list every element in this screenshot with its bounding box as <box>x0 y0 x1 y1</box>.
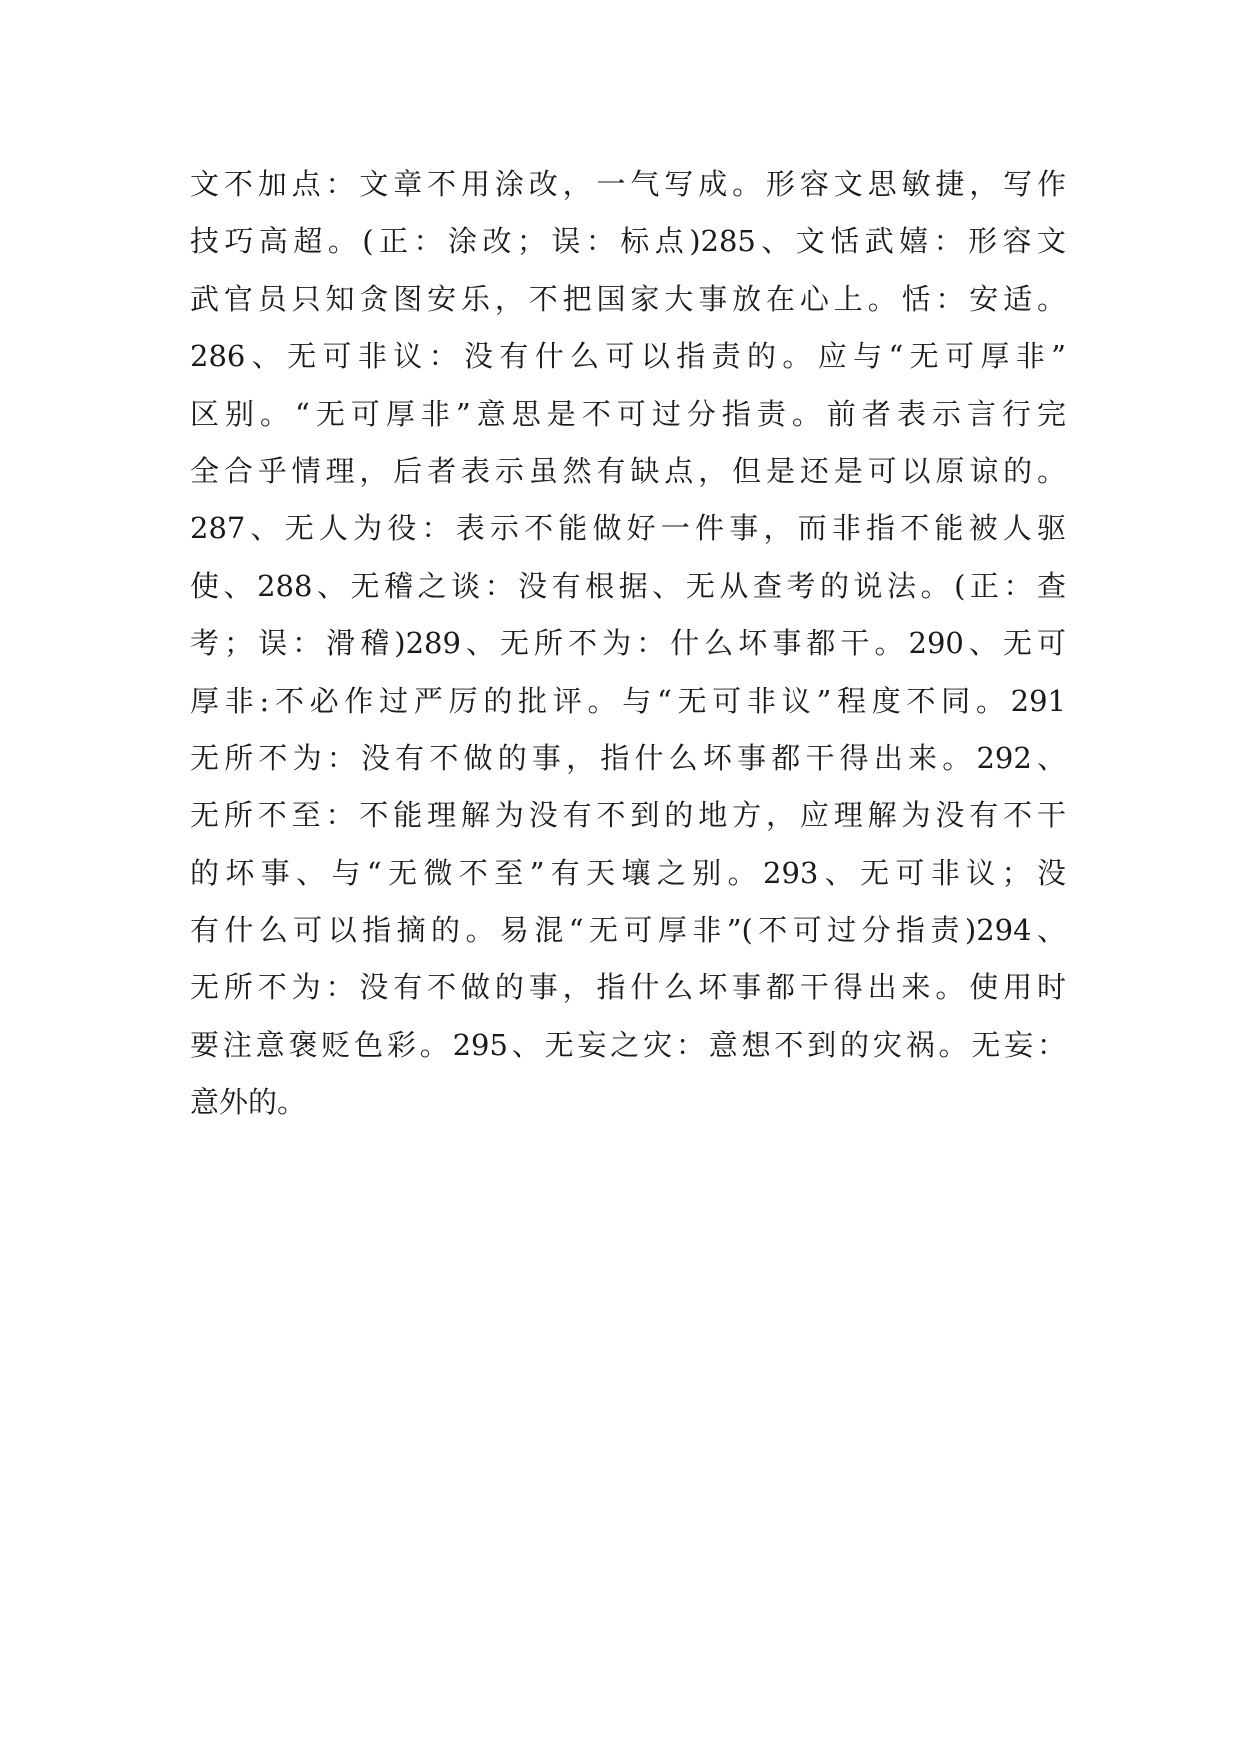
text-line: 区别。“无可厚非”意思是不可过分指责。前者表示言行完 <box>190 396 1066 431</box>
text-line: 有什么可以指摘的。易混“无可厚非”(不可过分指责)294、 <box>190 913 1066 948</box>
body-text <box>190 156 1066 1132</box>
text-line: 武官员只知贪图安乐，不把国家大事放在心上。恬：安适。 <box>190 281 1066 316</box>
text-line-last: 意外的。 <box>190 1085 307 1120</box>
text-line: 287、无人为役：表示不能做好一件事，而非指不能被人驱 <box>190 511 1066 546</box>
text-line: 286、无可非议：没有什么可以指责的。应与“无可厚非” <box>190 339 1066 374</box>
text-line: 无所不为：没有不做的事，指什么坏事都干得出来。使用时 <box>190 970 1066 1005</box>
text-line: 全合乎情理，后者表示虽然有缺点，但是还是可以原谅的。 <box>190 453 1066 488</box>
text-line: 的坏事、与“无微不至”有天壤之别。293、无可非议；没 <box>190 855 1066 890</box>
text-line: 考；误：滑稽)289、无所不为：什么坏事都干。290、无可 <box>190 626 1066 661</box>
text-line: 使、288、无稽之谈：没有根据、无从查考的说法。(正：查 <box>190 568 1066 603</box>
text-line: 无所不为：没有不做的事，指什么坏事都干得出来。292、 <box>190 740 1066 775</box>
text-line: 要注意褒贬色彩。295、无妄之灾：意想不到的灾祸。无妄： <box>190 1027 1066 1062</box>
text-line: 厚非:不必作过严厉的批评。与“无可非议”程度不同。291 <box>190 683 1066 718</box>
text-line: 文不加点：文章不用涂改，一气写成。形容文思敏捷，写作 <box>190 167 1066 201</box>
text-line: 无所不至：不能理解为没有不到的地方，应理解为没有不干 <box>190 798 1066 833</box>
text-line: 技巧高超。(正：涂改；误：标点)285、文恬武嬉：形容文 <box>190 224 1066 259</box>
